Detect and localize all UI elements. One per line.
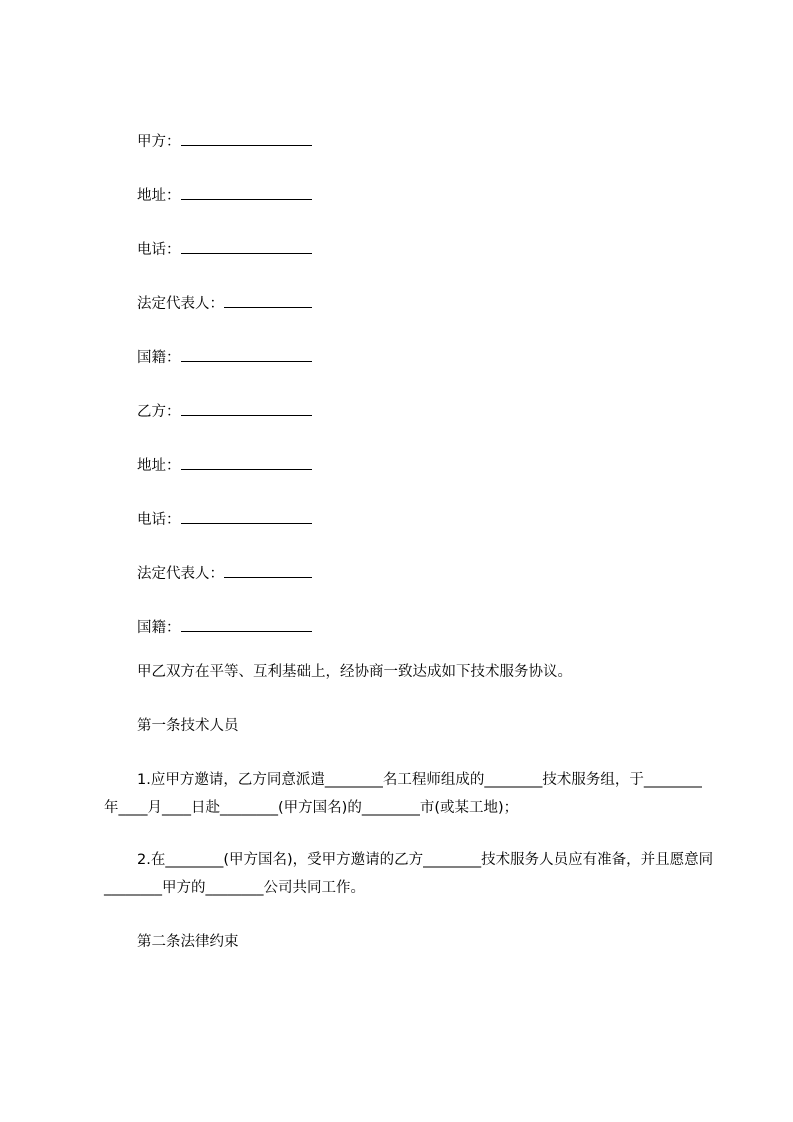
field-label: 法定代表人： <box>137 566 224 582</box>
field-row <box>137 563 312 583</box>
article-1-title: 第一条技术人员 <box>137 718 239 734</box>
clause-2: 2.在________(甲方国名)，受甲方邀请的乙方________技术服务人员应有准备，并且愿意同________甲方的________公司共同工作。 <box>104 852 714 896</box>
field-row <box>137 401 312 421</box>
field-label: 甲方： <box>137 134 181 150</box>
field-row <box>137 293 312 313</box>
field-blank[interactable] <box>224 293 312 308</box>
field-label: 电话： <box>137 242 181 258</box>
field-row <box>137 347 312 367</box>
clause-1: 1.应甲方邀请，乙方同意派遣________名工程师组成的________技术服务组，于________年____月____日赴________(甲方国名)的________市(或某工地)； <box>104 772 702 816</box>
field-blank[interactable] <box>181 239 312 254</box>
field-row <box>137 131 312 151</box>
field-blank[interactable] <box>224 563 312 578</box>
field-label: 法定代表人： <box>137 296 224 312</box>
field-label: 地址： <box>137 458 181 474</box>
field-row <box>137 617 312 637</box>
field-blank[interactable] <box>181 347 312 362</box>
field-row <box>137 239 312 259</box>
intro-text: 甲乙双方在平等、互利基础上，经协商一致达成如下技术服务协议。 <box>137 664 572 680</box>
field-blank[interactable] <box>181 185 312 200</box>
field-row <box>137 455 312 475</box>
field-label: 乙方： <box>137 404 181 420</box>
field-label: 电话： <box>137 512 181 528</box>
field-blank[interactable] <box>181 131 312 146</box>
field-row <box>137 185 312 205</box>
field-row <box>137 509 312 529</box>
field-blank[interactable] <box>181 401 312 416</box>
field-blank[interactable] <box>181 455 312 470</box>
field-label: 国籍： <box>137 350 181 366</box>
field-label: 国籍： <box>137 620 181 636</box>
article-2-title: 第二条法律约束 <box>137 934 239 950</box>
field-label: 地址： <box>137 188 181 204</box>
field-blank[interactable] <box>181 617 312 632</box>
field-blank[interactable] <box>181 509 312 524</box>
